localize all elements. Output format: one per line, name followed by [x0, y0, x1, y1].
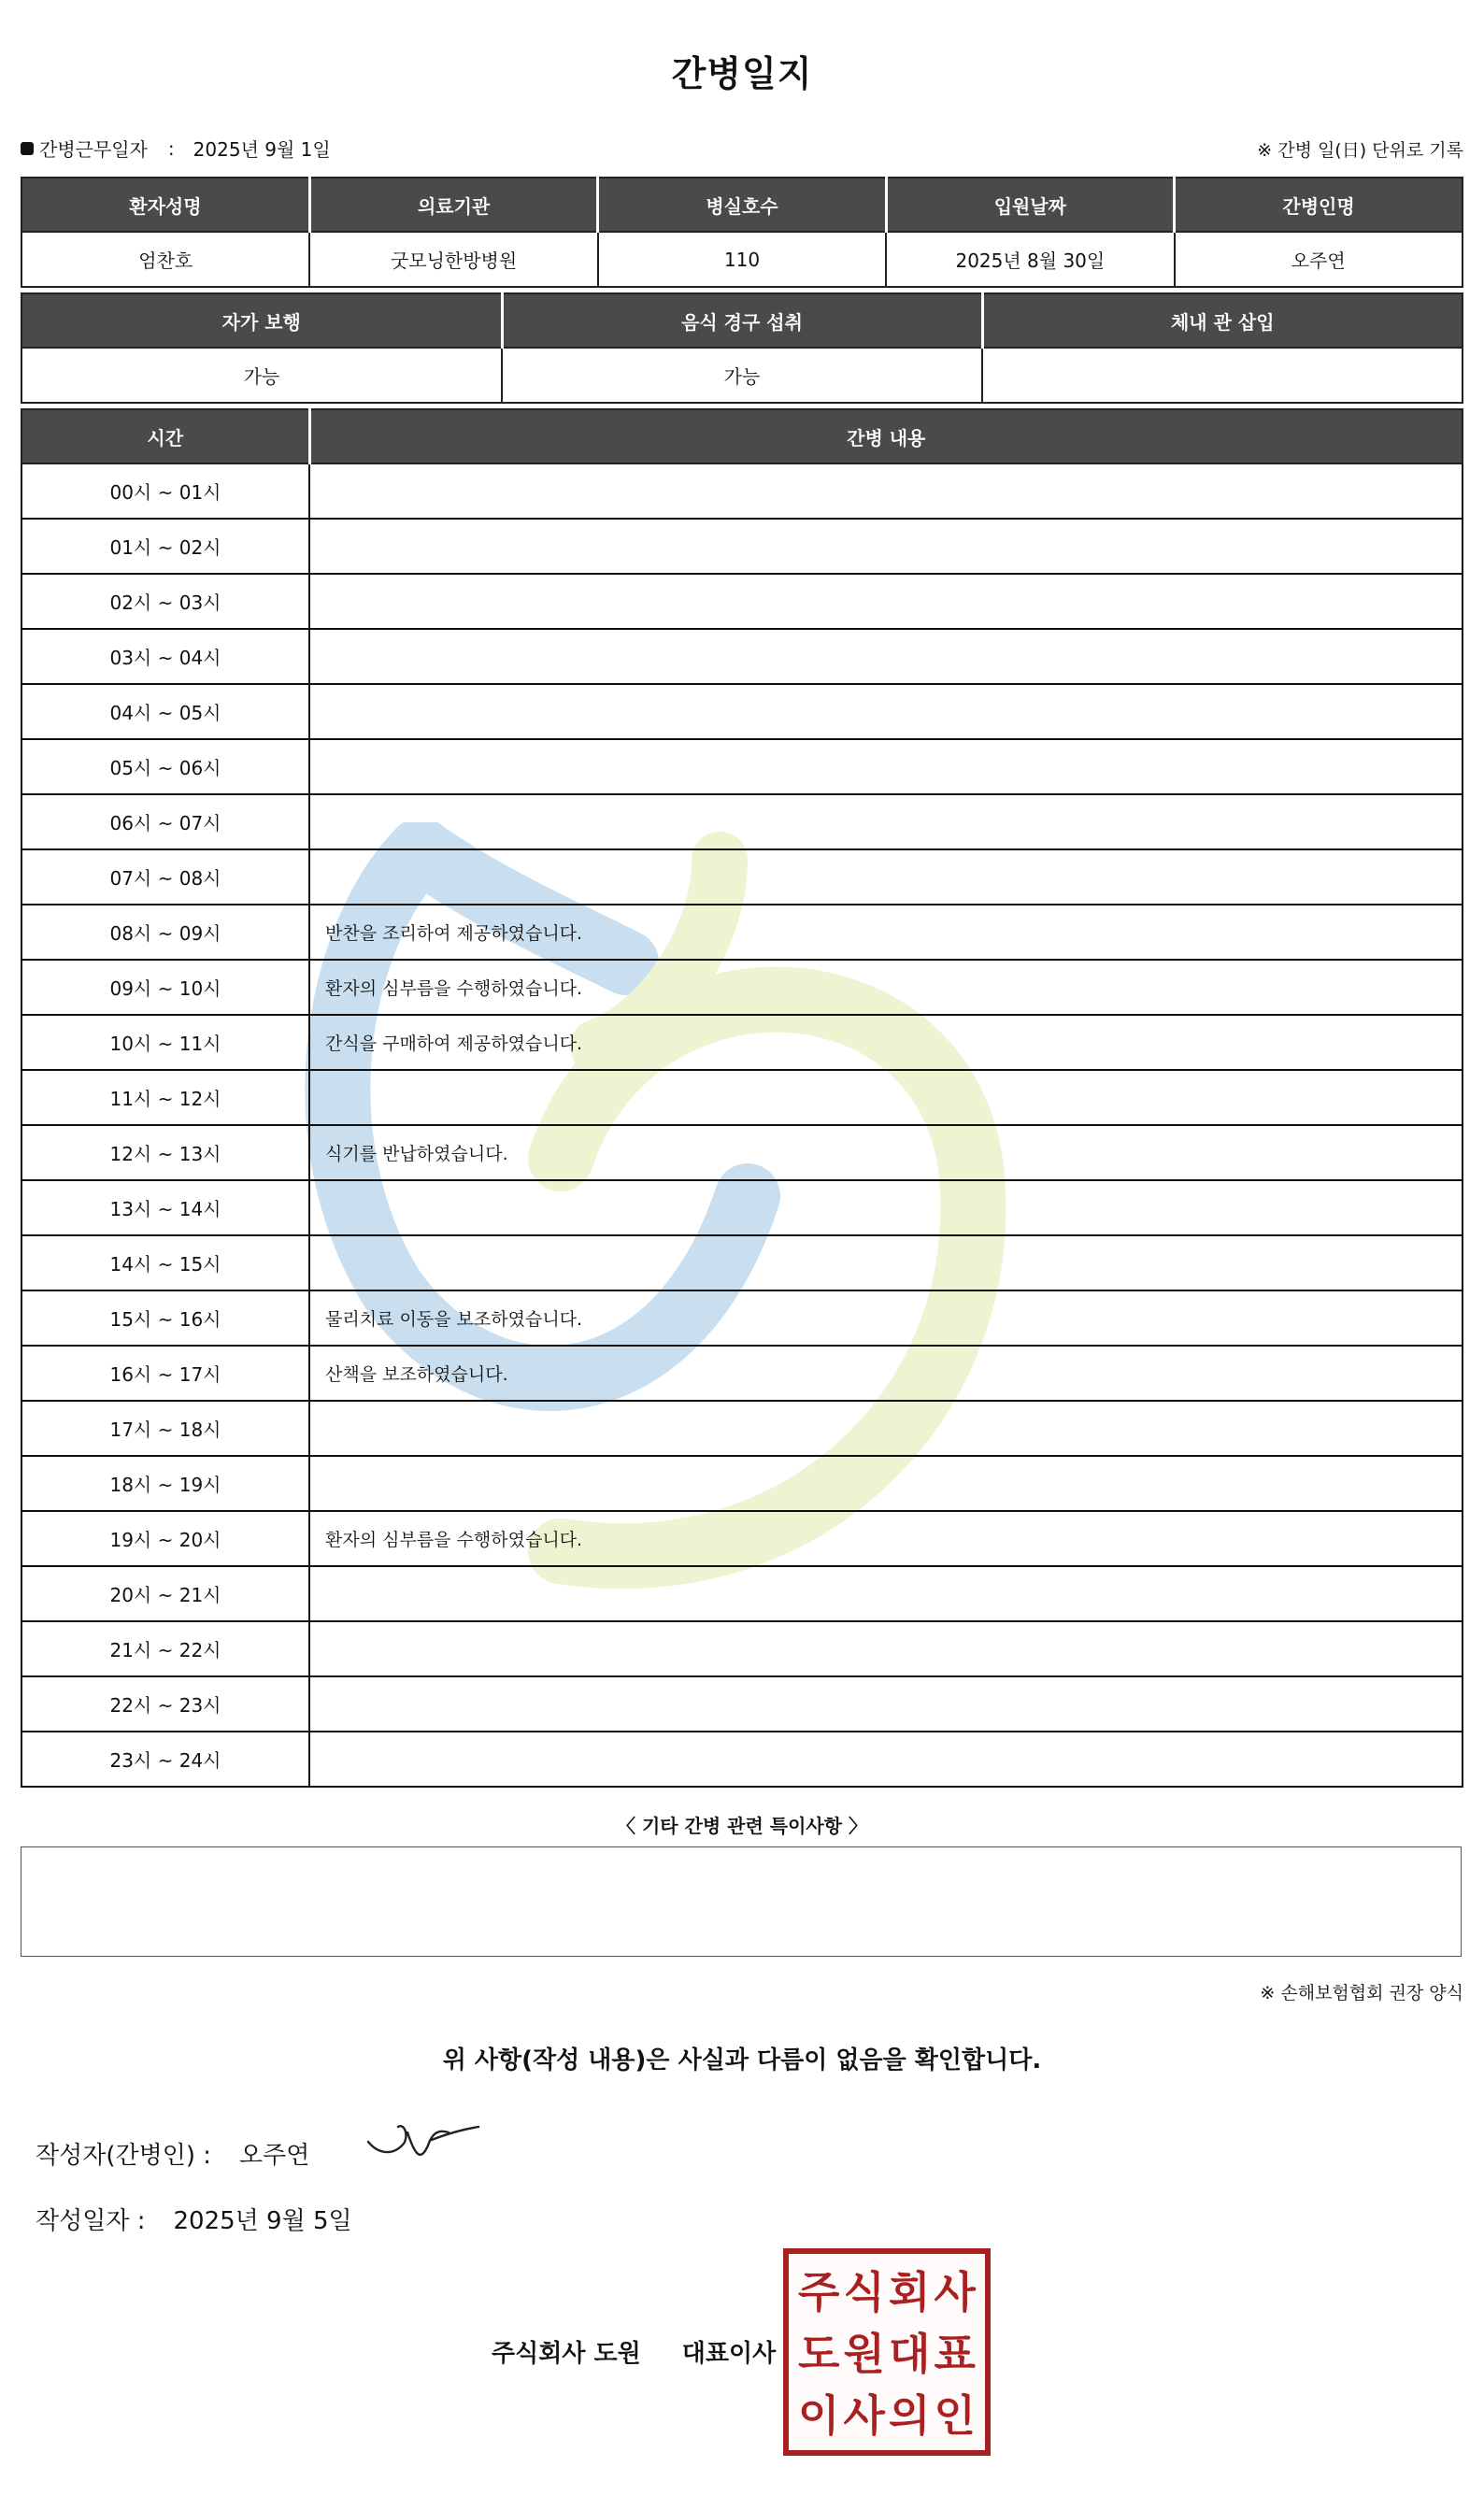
time-slot: 12시 ~ 13시 [21, 1125, 309, 1180]
care-content [309, 739, 1463, 794]
care-content: 환자의 심부름을 수행하였습니다. [309, 1511, 1463, 1566]
writer-name: 오주연 [239, 2142, 310, 2170]
table-row [21, 574, 1463, 629]
confirmation-statement: 위 사항(작성 내용)은 사실과 다름이 없음을 확인합니다. [442, 2046, 1042, 2074]
care-content [309, 1566, 1463, 1621]
time-slot: 06시 ~ 07시 [21, 794, 309, 849]
table-row [21, 1511, 1463, 1566]
header-patient-name: 환자성명 [21, 178, 309, 232]
care-content [309, 1621, 1463, 1676]
seal-glyph: 원 [843, 2329, 885, 2379]
time-slot: 14시 ~ 15시 [21, 1235, 309, 1290]
header-time: 시간 [21, 409, 309, 463]
seal-glyph: 회 [889, 2267, 931, 2317]
table-header-row [21, 178, 1463, 232]
writer-label: 작성자(간병인) : [36, 2142, 212, 2170]
time-slot: 05시 ~ 06시 [21, 739, 309, 794]
seal-glyph: 의 [889, 2390, 931, 2441]
care-content [309, 684, 1463, 739]
table-row [21, 1676, 1463, 1732]
care-log-table [21, 408, 1463, 1788]
care-content: 식기를 반납하였습니다. [309, 1125, 1463, 1180]
company-name: 주식회사 도원 [492, 2340, 641, 2368]
header-hospital: 의료기관 [309, 178, 597, 232]
table-row [21, 905, 1463, 960]
care-content [309, 463, 1463, 519]
unit-note: ※ 간병 일(日) 단위로 기록 [1257, 140, 1463, 161]
table-row [21, 1621, 1463, 1676]
seal-glyph: 대 [889, 2329, 931, 2379]
care-content [309, 519, 1463, 574]
table-row [21, 849, 1463, 905]
care-content [309, 849, 1463, 905]
written-date-label: 작성일자 : [36, 2207, 146, 2235]
header-caregiver: 간병인명 [1175, 178, 1463, 232]
care-content [309, 1456, 1463, 1511]
care-content [309, 1180, 1463, 1235]
table-row [21, 1070, 1463, 1125]
time-slot: 20시 ~ 21시 [21, 1566, 309, 1621]
room-number: 110 [598, 232, 886, 287]
patient-status-table [21, 292, 1463, 404]
table-row [21, 1290, 1463, 1346]
hospital-name: 굿모닝한방병원 [309, 232, 597, 287]
time-slot: 19시 ~ 20시 [21, 1511, 309, 1566]
work-date-value: 2025년 9월 1일 [193, 138, 331, 161]
header-room: 병실호수 [598, 178, 886, 232]
table-row [21, 232, 1463, 287]
admission-date: 2025년 8월 30일 [886, 232, 1174, 287]
company-signoff [492, 2334, 776, 2369]
time-slot: 07시 ~ 08시 [21, 849, 309, 905]
time-slot: 17시 ~ 18시 [21, 1401, 309, 1456]
table-row [21, 1125, 1463, 1180]
form-note: ※ 손해보험협회 권장 양식 [1260, 1983, 1463, 2003]
table-header-row [21, 409, 1463, 463]
table-header-row [21, 293, 1463, 348]
work-date-colon: : [167, 136, 175, 160]
time-slot: 13시 ~ 14시 [21, 1180, 309, 1235]
table-row [21, 1732, 1463, 1787]
seal-glyph: 사 [934, 2267, 976, 2317]
header-self-walking: 자가 보행 [21, 293, 502, 348]
table-row [21, 960, 1463, 1015]
header-care-content: 간병 내용 [309, 409, 1463, 463]
time-slot: 04시 ~ 05시 [21, 684, 309, 739]
page-title: 간병일지 [671, 53, 813, 94]
care-content: 물리치료 이동을 보조하였습니다. [309, 1290, 1463, 1346]
header-oral-intake: 음식 경구 섭취 [502, 293, 982, 348]
company-seal [783, 2248, 991, 2456]
care-content [309, 794, 1463, 849]
table-row [21, 1180, 1463, 1235]
care-content [309, 1676, 1463, 1732]
time-slot: 15시 ~ 16시 [21, 1290, 309, 1346]
seal-glyph: 이 [798, 2390, 840, 2441]
table-row [21, 794, 1463, 849]
work-date [21, 135, 331, 162]
care-content [309, 1401, 1463, 1456]
seal-glyph: 인 [934, 2390, 976, 2441]
table-row [21, 629, 1463, 684]
header-admission-date: 입원날짜 [886, 178, 1174, 232]
seal-glyph: 식 [843, 2267, 885, 2317]
time-slot: 11시 ~ 12시 [21, 1070, 309, 1125]
table-row [21, 348, 1463, 403]
caregiver-name: 오주연 [1175, 232, 1463, 287]
time-slot: 23시 ~ 24시 [21, 1732, 309, 1787]
table-row [21, 1015, 1463, 1070]
signature-image [363, 2114, 484, 2179]
time-slot: 00시 ~ 01시 [21, 463, 309, 519]
care-content [309, 629, 1463, 684]
care-content [309, 1732, 1463, 1787]
patient-info-table [21, 177, 1463, 288]
seal-glyph: 사 [843, 2390, 885, 2441]
table-row [21, 1456, 1463, 1511]
care-content: 반찬을 조리하여 제공하였습니다. [309, 905, 1463, 960]
time-slot: 01시 ~ 02시 [21, 519, 309, 574]
table-row [21, 1235, 1463, 1290]
time-slot: 09시 ~ 10시 [21, 960, 309, 1015]
written-date-value: 2025년 9월 5일 [173, 2207, 352, 2235]
time-slot: 02시 ~ 03시 [21, 574, 309, 629]
care-content: 산책을 보조하였습니다. [309, 1346, 1463, 1401]
time-slot: 10시 ~ 11시 [21, 1015, 309, 1070]
work-date-label: 간병근무일자 [39, 138, 148, 161]
company-title: 대표이사 [681, 2340, 777, 2368]
time-slot: 18시 ~ 19시 [21, 1456, 309, 1511]
time-slot: 21시 ~ 22시 [21, 1621, 309, 1676]
header-tube-insertion: 체내 관 삽입 [982, 293, 1463, 348]
written-date-row [36, 2202, 352, 2236]
seal-glyph: 도 [798, 2329, 840, 2379]
care-content [309, 1070, 1463, 1125]
tube-insertion-value [982, 348, 1463, 403]
care-content [309, 1235, 1463, 1290]
time-slot: 08시 ~ 09시 [21, 905, 309, 960]
care-content: 간식을 구매하여 제공하였습니다. [309, 1015, 1463, 1070]
time-slot: 03시 ~ 04시 [21, 629, 309, 684]
writer-row [36, 2136, 309, 2171]
self-walking-value: 가능 [21, 348, 502, 403]
meta-row [21, 135, 1463, 163]
table-row [21, 519, 1463, 574]
time-slot: 16시 ~ 17시 [21, 1346, 309, 1401]
patient-name: 엄찬호 [21, 232, 309, 287]
table-row [21, 1566, 1463, 1621]
seal-glyph: 주 [798, 2267, 840, 2317]
special-notes-box [21, 1846, 1462, 1957]
table-row [21, 463, 1463, 519]
table-row [21, 684, 1463, 739]
care-content: 환자의 심부름을 수행하였습니다. [309, 960, 1463, 1015]
bullet-square-icon [21, 142, 34, 155]
oral-intake-value: 가능 [502, 348, 982, 403]
seal-glyph: 표 [934, 2329, 976, 2379]
time-slot: 22시 ~ 23시 [21, 1676, 309, 1732]
special-notes-title: 〈 기타 간병 관련 특이사항 〉 [616, 1815, 867, 1837]
table-row [21, 1346, 1463, 1401]
table-row [21, 1401, 1463, 1456]
table-row [21, 739, 1463, 794]
care-content [309, 574, 1463, 629]
